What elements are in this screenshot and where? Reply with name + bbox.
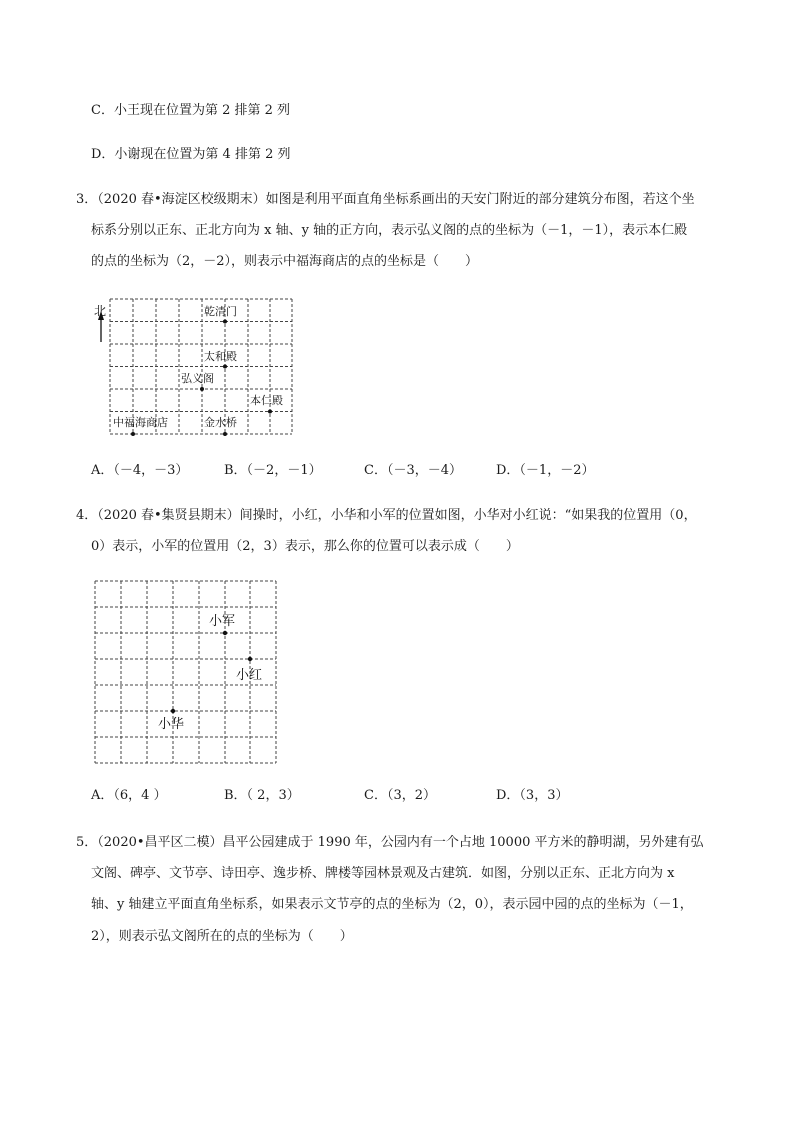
q5-text-line3: 轴、y 轴建立平面直角坐标系，如果表示文节亭的点的坐标为（2，0），表示园中园的点的坐标为（－1， (91, 897, 693, 912)
label-jinshuiqiao: 金水桥 (204, 416, 237, 429)
label-zhongfu: 中福海商店 (113, 416, 168, 429)
q3-option-b[interactable]: B．（－2，－1） (224, 463, 322, 478)
point-xiaojun (223, 631, 227, 635)
q4-option-b[interactable]: B．（ 2，3） (224, 788, 300, 803)
label-taihedian: 太和殿 (204, 350, 237, 363)
q5-text-line1: 5．（2020•昌平区二模）昌平公园建成于 1990 年，公园内有一个占地 10000 平方米的静明湖，另外建有弘 (76, 835, 704, 850)
q4-option-a[interactable]: A．（6，4 ） (91, 788, 167, 803)
q4-text-line1: 4．（2020 春•集贤县期末）间操时，小红，小华和小军的位置如图，小华对小红说：“如果我的位置用（0， (76, 508, 697, 523)
q4-option-d[interactable]: D．（3，3） (496, 788, 569, 803)
q4-grid-figure (90, 578, 290, 768)
q3-grid (110, 299, 292, 434)
point-benrendian (268, 410, 272, 414)
q3-option-c[interactable]: C．（－3，－4） (364, 463, 462, 478)
q5-text-line4: 2），则表示弘文阁所在的点的坐标为（ ） (91, 929, 353, 944)
label-benrendian: 本仁殿 (250, 394, 283, 407)
q3-text-line2: 标系分别以正东、正北方向为 x 轴、y 轴的正方向，表示弘义阁的点的坐标为（－1，－1），表示本仁殿 (91, 223, 688, 238)
label-xiaohong: 小红 (236, 668, 263, 683)
q3-grid-figure (88, 296, 318, 446)
option-d-prev: D．小谢现在位置为第 4 排第 2 列 (91, 147, 291, 162)
q3-text-line1: 3．（2020 春•海淀区校级期末）如图是利用平面直角坐标系画出的天安门附近的部分建筑分布图，若这个坐 (76, 192, 695, 207)
q4-option-c[interactable]: C．（3，2） (364, 788, 436, 803)
point-zhongfu (131, 432, 135, 436)
option-c-prev: C．小王现在位置为第 2 排第 2 列 (91, 103, 291, 118)
q5-text-line2: 文阁、碑亭、文节亭、诗田亭、逸步桥、牌楼等园林景观及古建筑．如图，分别以正东、正北方向为 x (91, 866, 675, 881)
q4-text-line2: 0）表示，小军的位置用（2，3）表示，那么你的位置可以表示成（ ） (91, 539, 519, 554)
point-xiaohong (248, 657, 252, 661)
q4-options (0, 787, 794, 807)
q3-option-d[interactable]: D．（－1，－2） (496, 463, 595, 478)
label-qianqingmen: 乾清门 (204, 305, 237, 318)
point-hongyige (200, 387, 204, 391)
point-qianqingmen (223, 320, 227, 324)
point-taihedian (223, 365, 227, 369)
label-xiaojun: 小军 (209, 614, 236, 629)
point-jinshuiqiao (223, 432, 227, 436)
point-xiaohua (171, 709, 175, 713)
label-xiaohua: 小华 (158, 717, 185, 732)
q3-option-a[interactable]: A．（－4，－3） (91, 463, 189, 478)
q3-options (0, 462, 794, 482)
q3-text-line3: 的点的坐标为（2，－2），则表示中福海商店的点的坐标是（ ） (91, 254, 479, 269)
label-hongyige: 弘义阁 (181, 372, 214, 385)
north-label: 北 (94, 304, 107, 318)
